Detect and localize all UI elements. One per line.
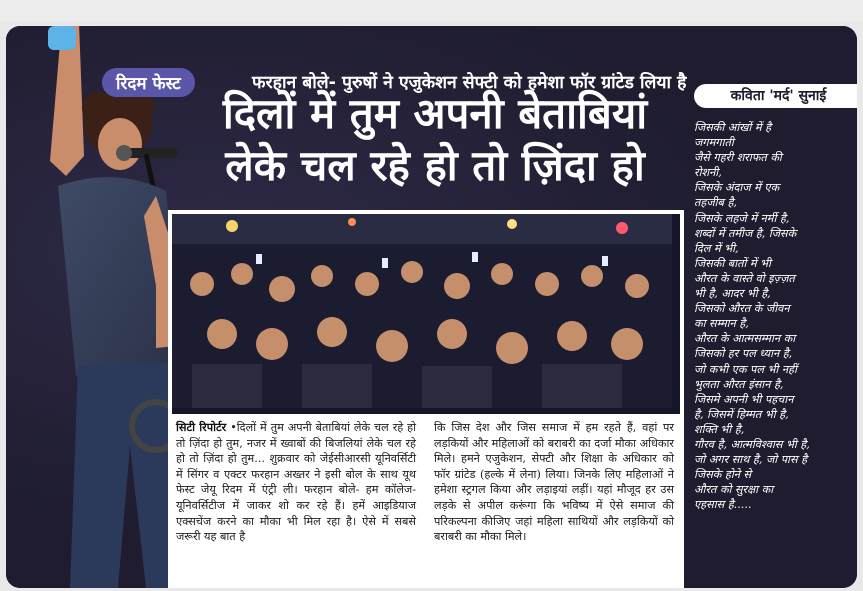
poem-line: औरत के वास्ते वो इज़्ज़त [694, 271, 795, 285]
poem-line: गौरव है, आत्मविश्वास भी है, [694, 437, 810, 451]
main-headline [176, 88, 694, 192]
poem-line: जो कभी एक पल भी नहीं [694, 362, 797, 376]
article-column-2 [434, 420, 674, 545]
kicker-headline: फरहान बोले- पुरुषों ने एजुकेशन सेफ्टी को हमेशा फॉर ग्रांटेड लिया है [252, 73, 687, 93]
section-tag: रिदम फेस्ट [102, 68, 195, 97]
news-panel [6, 26, 857, 588]
poem-line: औरत को सुरक्षा का [694, 483, 774, 497]
poem-text [694, 120, 854, 512]
poem-line: का सम्मान है, [694, 317, 749, 331]
byline: सिटी रिपोर्टर [176, 420, 227, 434]
crowd-image [172, 214, 672, 408]
poem-line: भी है, आदर भी है, [694, 287, 771, 301]
poem-line: है, जिसमें हिम्मत भी है, [694, 407, 789, 421]
poem-line: जिसको औरत के जीवन [694, 302, 790, 316]
headline-line-1: दिलों में तुम अपनी बेताबियां [222, 89, 648, 138]
poem-line: जिसकी बातों में भी [694, 256, 771, 270]
crowd-photo [168, 210, 684, 420]
poem-line: जिसकी आंखों में है [694, 121, 772, 134]
poem-line: शक्ति भी है, [694, 422, 745, 436]
poem-line: शब्दों में तमीज है, जिसके [694, 226, 797, 240]
poem-title: कविता 'मर्द' सुनाई [694, 84, 857, 108]
poem-line: जो अगर साथ है, जो पास है [694, 453, 808, 467]
article-text-1: •दिलों में तुम अपनी बेताबियां लेके चल रहे हो तो ज़िंदा हो तुम, नजर में ख्वाबों की बिजलियां लेके चल रहे हो तो ज़िंदा हो तुम... शुक्रवार को जेईसीआरसी यूनिवर्सिटी में सिंगर व एक्टर फरहान अख्तर ने इसी बोल के साथ यूथ फेस्ट जेयू रिदम में एंट्री ली। फरहान बोले- हम कॉलेज-यूनिवर्सिटीज में जाकर शो कर रहे हैं। हमें आइडियाज एक्सचेंज करने का मौका भी मिल रहा है। ऐसे में सबसे जरूरी यह बात है [176, 421, 416, 544]
article-column-1 [176, 420, 416, 545]
poem-line: औरत के आत्मसम्मान का [694, 332, 796, 346]
poem-line: दिल में भी, [694, 241, 739, 255]
top-strip [0, 0, 863, 22]
poem-line: जगमगाती [694, 136, 734, 150]
poem-line: जिसके होने से [694, 468, 752, 482]
poem-line: एहसास है..... [694, 498, 752, 512]
article-body [168, 414, 684, 588]
headline-line-2: लेके चल रहे हो तो ज़िंदा हो [225, 141, 645, 190]
poem-line: जिसको हर पल ध्यान है, [694, 347, 793, 361]
poem-line: रोशनी, [694, 166, 722, 180]
poem-line: जिसमे अपनी भी पहचान [694, 392, 794, 406]
poem-line: जैसे गहरी शराफत की [694, 151, 782, 165]
article-text-2: कि जिस देश और जिस समाज में हम रहते हैं, वहां पर लड़कियों और महिलाओं को बराबरी का दर्जा मौका अधिकार मिले। हमने एजुकेशन, सेफ्टी और शिक्षा के अधिकार को फॉर ग्रांटेड (हल्के में लेना) लिया। जिनके लिए महिलाओं ने हमेशा स्ट्रगल किया और लड़ाइयां लड़ीं। यहां मौजूद हर उस लड़के से अपील करूंगा कि भविष्य में ऐसे समाज की परिकल्पना कीजिए जहां महिला साथियों और लड़कियों को बराबरी का मौका मिले। [434, 421, 674, 544]
poem-line: जिसके अंदाज में एक [694, 181, 780, 195]
poem-line: तहजीब है, [694, 196, 737, 210]
poem-line: जिसके लहजे में नर्मी है, [694, 211, 790, 225]
poem-line: भुलता औरत इंसान है, [694, 377, 784, 391]
